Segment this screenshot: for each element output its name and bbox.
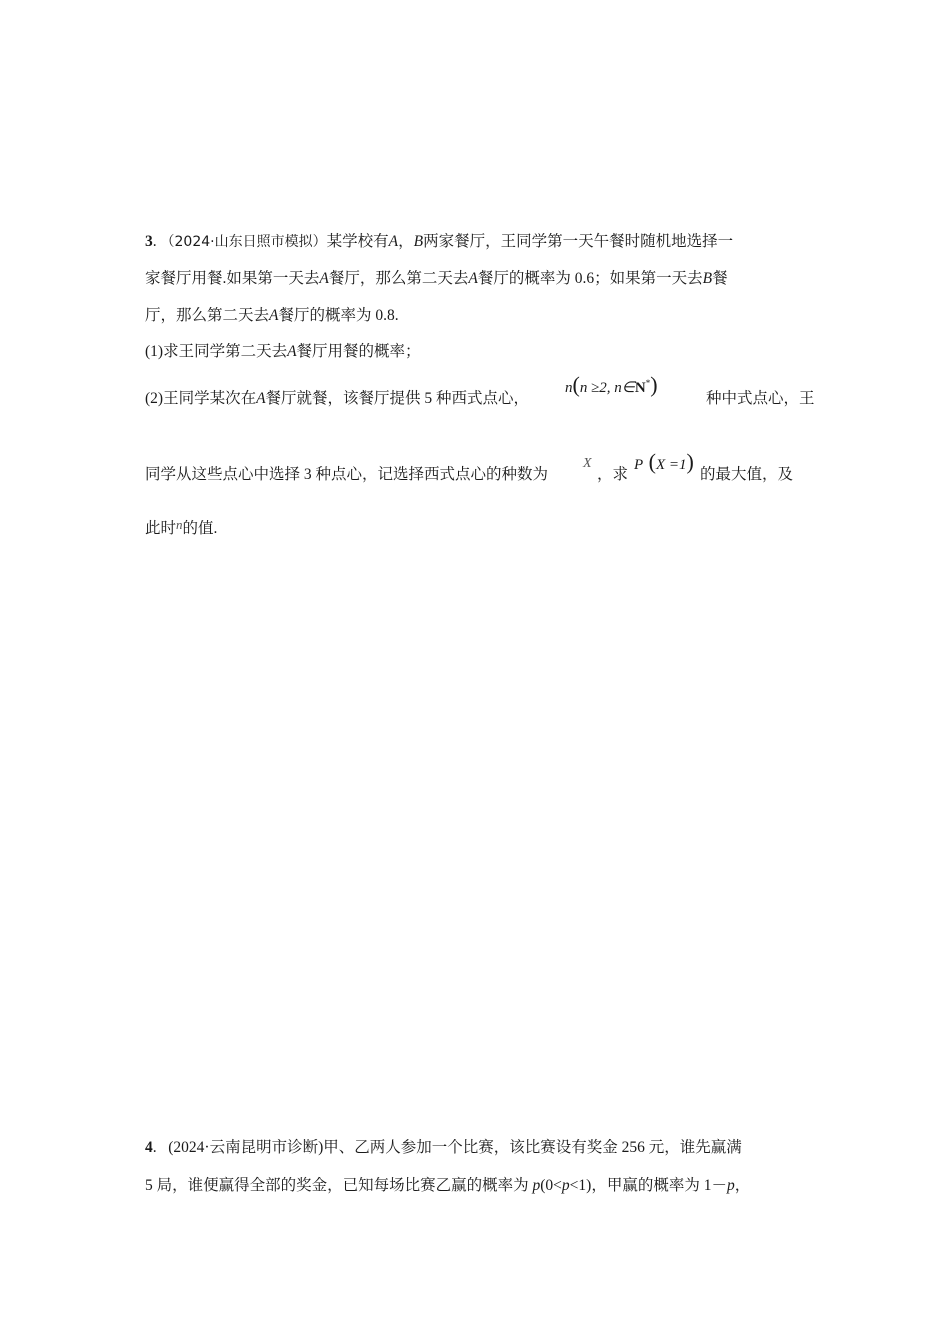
math-x-eq-1: X =1 xyxy=(656,457,687,473)
q3-text: (2)王同学某次在 xyxy=(145,390,257,407)
q4-line-2 xyxy=(145,1175,750,1197)
q4-text: 5 局，谁便赢得全部的奖金，已知每场比赛乙赢的概率为 xyxy=(145,1177,529,1194)
math-paren-close: ) xyxy=(686,449,694,474)
q4-source: (2024·云南昆明市诊断) xyxy=(168,1139,324,1156)
q3-text: ，求 xyxy=(597,466,629,483)
var-a: A xyxy=(269,307,279,324)
math-n: n xyxy=(565,380,573,396)
q4-line-1 xyxy=(145,1137,742,1159)
q3-line-3 xyxy=(145,305,399,327)
var-a: A xyxy=(287,343,297,360)
var-b: B xyxy=(702,270,713,287)
q4-dot: . xyxy=(152,1139,157,1156)
q3-text: 餐厅用餐的概率； xyxy=(296,343,421,360)
q3-text: 厅，那么第二天去 xyxy=(145,307,270,324)
math-var-n: n xyxy=(176,517,183,532)
q3-part-1 xyxy=(145,341,421,363)
q3-line-5b xyxy=(597,464,628,486)
var-a: A xyxy=(256,390,266,407)
var-a: A xyxy=(319,270,329,287)
math-paren-open: ( xyxy=(572,372,580,397)
q4-text: <1)，甲赢的概率为 1－ xyxy=(569,1177,727,1194)
q3-line-5c xyxy=(700,464,793,486)
q4-text: ， xyxy=(734,1177,751,1194)
q3-text: 某学校有 xyxy=(326,233,389,250)
math-cond: n ≥2, n∈ xyxy=(579,380,635,396)
var-p: p xyxy=(561,1177,570,1194)
math-paren-close: ) xyxy=(650,372,658,397)
q3-text: 两家餐厅，王同学第一天午餐时随机地选择一 xyxy=(423,233,734,250)
q4-text: (0< xyxy=(540,1177,562,1194)
math-set-n: N xyxy=(634,380,646,396)
q3-dot: . xyxy=(152,233,157,250)
q4-text: 甲、乙两人参加一个比赛，该比赛设有奖金 256 元，谁先赢满 xyxy=(323,1139,742,1156)
math-paren-open: ( xyxy=(643,449,656,474)
q3-source: （2024·山东日照市模拟） xyxy=(160,234,327,250)
q3-text: 餐 xyxy=(712,270,728,287)
q3-line-2 xyxy=(145,268,728,290)
q3-text: (1)求王同学第二天去 xyxy=(145,343,288,360)
q3-number: 3 xyxy=(145,233,153,250)
q3-text: 餐厅就餐，该餐厅提供 5 种西式点心， xyxy=(265,390,530,407)
q3-text: 餐厅的概率为 0.6；如果第一天去 xyxy=(477,270,703,287)
var-p: p xyxy=(726,1177,735,1194)
q4-number: 4 xyxy=(145,1139,153,1156)
q3-part-2-tail xyxy=(706,388,815,410)
var-a: A xyxy=(468,270,478,287)
var-p: p xyxy=(532,1177,541,1194)
var-b: B xyxy=(413,233,424,250)
q3-text: 种中式点心，王 xyxy=(706,390,815,407)
math-star: * xyxy=(645,378,651,388)
q3-line-5 xyxy=(145,464,548,486)
q3-text: 的最大值，及 xyxy=(700,466,794,483)
q3-text: ， xyxy=(398,233,414,250)
q3-text: 家餐厅用餐.如果第一天去 xyxy=(145,270,320,287)
math-n-condition xyxy=(565,372,658,398)
q3-text: 的值. xyxy=(182,520,218,537)
q3-text: 餐厅的概率为 0.8. xyxy=(278,307,399,324)
math-prob xyxy=(634,449,694,475)
q3-text: 此时 xyxy=(145,520,177,537)
math-var-x: X xyxy=(583,456,592,471)
q3-text: 餐厅，那么第二天去 xyxy=(328,270,469,287)
q3-line-1 xyxy=(145,231,733,253)
q3-line-6 xyxy=(145,514,217,540)
q3-text: 同学从这些点心中选择 3 种点心，记选择西式点心的种数为 xyxy=(145,466,549,483)
math-p: P xyxy=(634,457,644,473)
var-a: A xyxy=(388,233,399,250)
q3-part-2 xyxy=(145,388,529,410)
